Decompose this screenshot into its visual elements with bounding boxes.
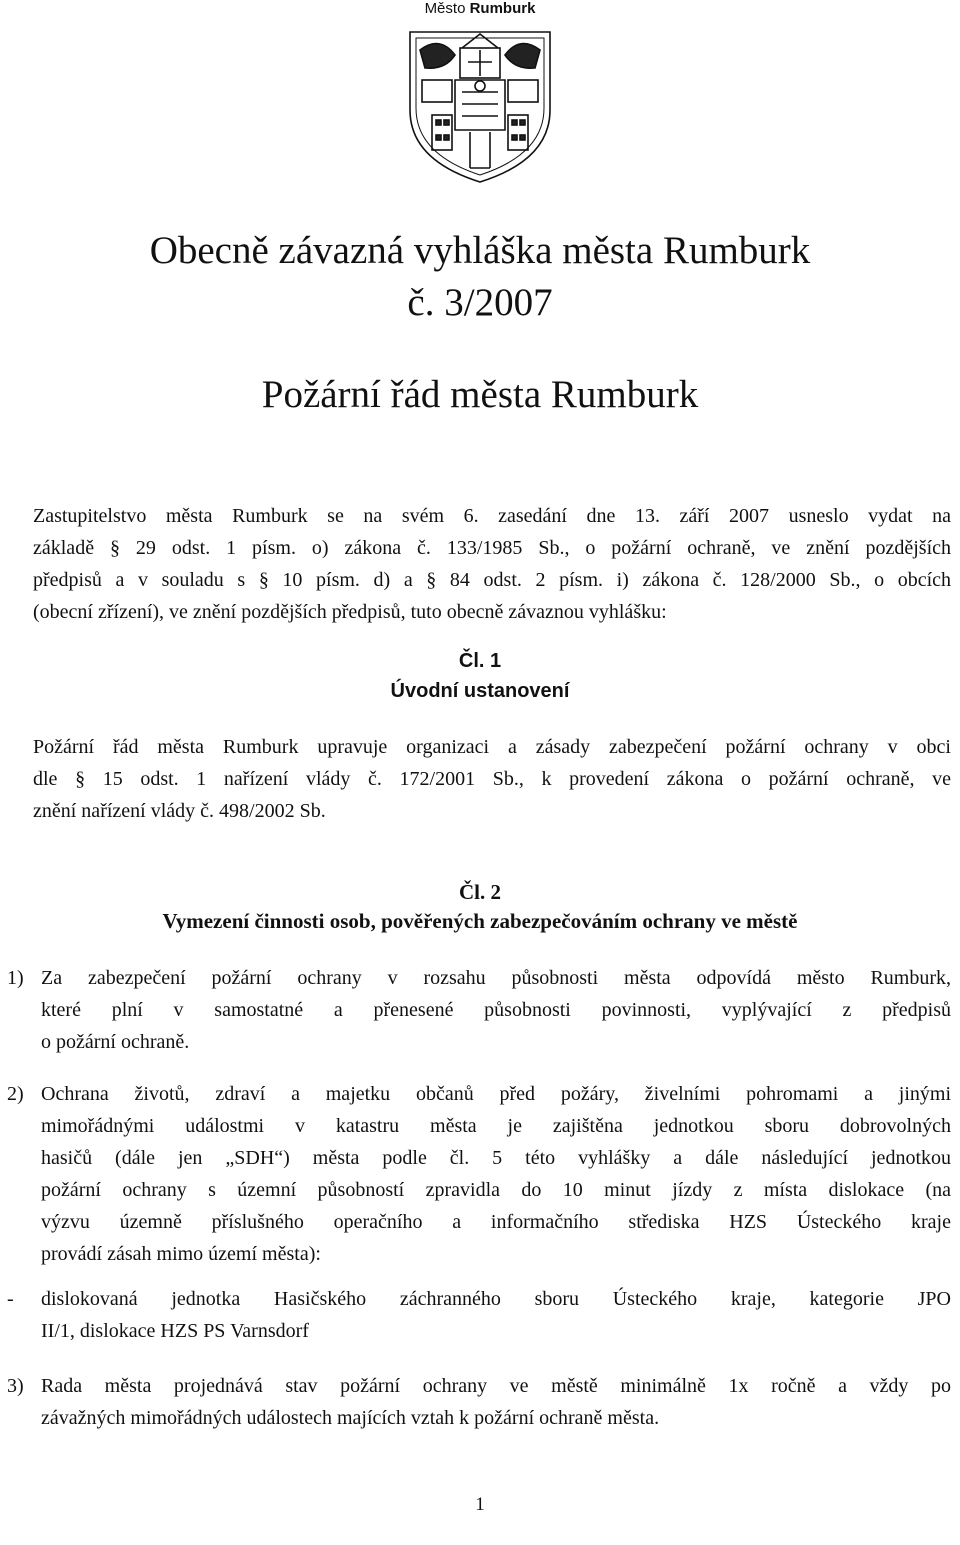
article-1-paragraph	[33, 731, 951, 827]
item-bullet: -	[7, 1288, 14, 1310]
logo-caption	[400, 0, 560, 17]
item-line: mimořádnými událostmi v katastru města je zajištěna jednotkou sboru dobrovolných	[41, 1115, 951, 1137]
item-line: které plní v samostatné a přenesené působnosti povinnosti, vyplývající z předpisů	[41, 999, 951, 1021]
item-line: Za zabezpečení požární ochrany v rozsahu působnosti města odpovídá město Rumburk,	[41, 967, 951, 989]
logo-text-rumburk: Rumburk	[469, 0, 536, 17]
item-line: výzvu územně příslušného operačního a informačního střediska HZS Ústeckého kraje	[41, 1211, 951, 1233]
item-line: dislokovaná jednotka Hasičského záchranného sboru Ústeckého kraje, kategorie JPO	[41, 1288, 951, 1310]
item-line: provádí zásah mimo území města):	[41, 1243, 321, 1265]
article-1-heading: Úvodní ustanovení	[390, 680, 570, 702]
article-2-number: Čl. 2	[459, 880, 501, 904]
article-1-number: Čl. 1	[458, 650, 502, 672]
item-line: závažných mimořádných událostech majících vztah k požární ochraně města.	[41, 1407, 660, 1429]
article-1-line: dle § 15 odst. 1 nařízení vlády č. 172/2001 Sb., k provedení zákona o požární ochraně, ve	[33, 768, 951, 790]
city-coat-of-arms-logo	[400, 0, 560, 185]
article-2-bullet-item	[7, 1283, 951, 1347]
page-number: 1	[475, 1494, 485, 1515]
logo-text-mesto: Město	[424, 0, 466, 17]
article-2-item-1	[7, 962, 951, 1058]
document-subtitle: Požární řád města Rumburk	[261, 373, 699, 416]
item-line: Ochrana životů, zdraví a majetku občanů před požáry, živelními pohromami a jinými	[41, 1083, 951, 1105]
article-1-line: Požární řád města Rumburk upravuje organizaci a zásady zabezpečení požární ochrany v obci	[33, 736, 951, 758]
document-number: č. 3/2007	[407, 281, 553, 324]
preamble-line: (obecní zřízení), ve znění pozdějších předpisů, tuto obecně závaznou vyhlášku:	[33, 601, 667, 623]
coat-of-arms-icon	[400, 20, 560, 185]
item-line: hasičů (dále jen „SDH“) města podle čl. 5 této vyhlášky a dále následující jednotkou	[41, 1147, 951, 1169]
item-line: II/1, dislokace HZS PS Varnsdorf	[41, 1320, 309, 1342]
item-line: Rada města projednává stav požární ochrany ve městě minimálně 1x ročně a vždy po	[41, 1375, 951, 1397]
article-1-line: znění nařízení vlády č. 498/2002 Sb.	[33, 800, 326, 822]
preamble-paragraph	[33, 500, 951, 628]
article-2-heading: Vymezení činnosti osob, pověřených zabezpečováním ochrany ve městě	[162, 909, 798, 933]
item-line: požární ochrany s územní působností zpravidla do 10 minut jízdy z místa dislokace (na	[41, 1179, 951, 1201]
article-2-item-2	[7, 1078, 951, 1270]
preamble-line: Zastupitelstvo města Rumburk se na svém 6. zasedání dne 13. září 2007 usneslo vydat na	[33, 505, 951, 527]
item-number: 2)	[7, 1083, 24, 1105]
item-number: 3)	[7, 1375, 24, 1397]
item-line: o požární ochraně.	[41, 1031, 190, 1053]
preamble-line: základě § 29 odst. 1 písm. o) zákona č. 133/1985 Sb., o požární ochraně, ve znění pozdějších	[33, 537, 951, 559]
article-2-item-3	[7, 1370, 951, 1434]
document-title: Obecně závazná vyhláška města Rumburk	[149, 229, 811, 272]
item-number: 1)	[7, 967, 24, 989]
preamble-line: předpisů a v souladu s § 10 písm. d) a § 84 odst. 2 písm. i) zákona č. 128/2000 Sb., o obcích	[33, 569, 951, 591]
